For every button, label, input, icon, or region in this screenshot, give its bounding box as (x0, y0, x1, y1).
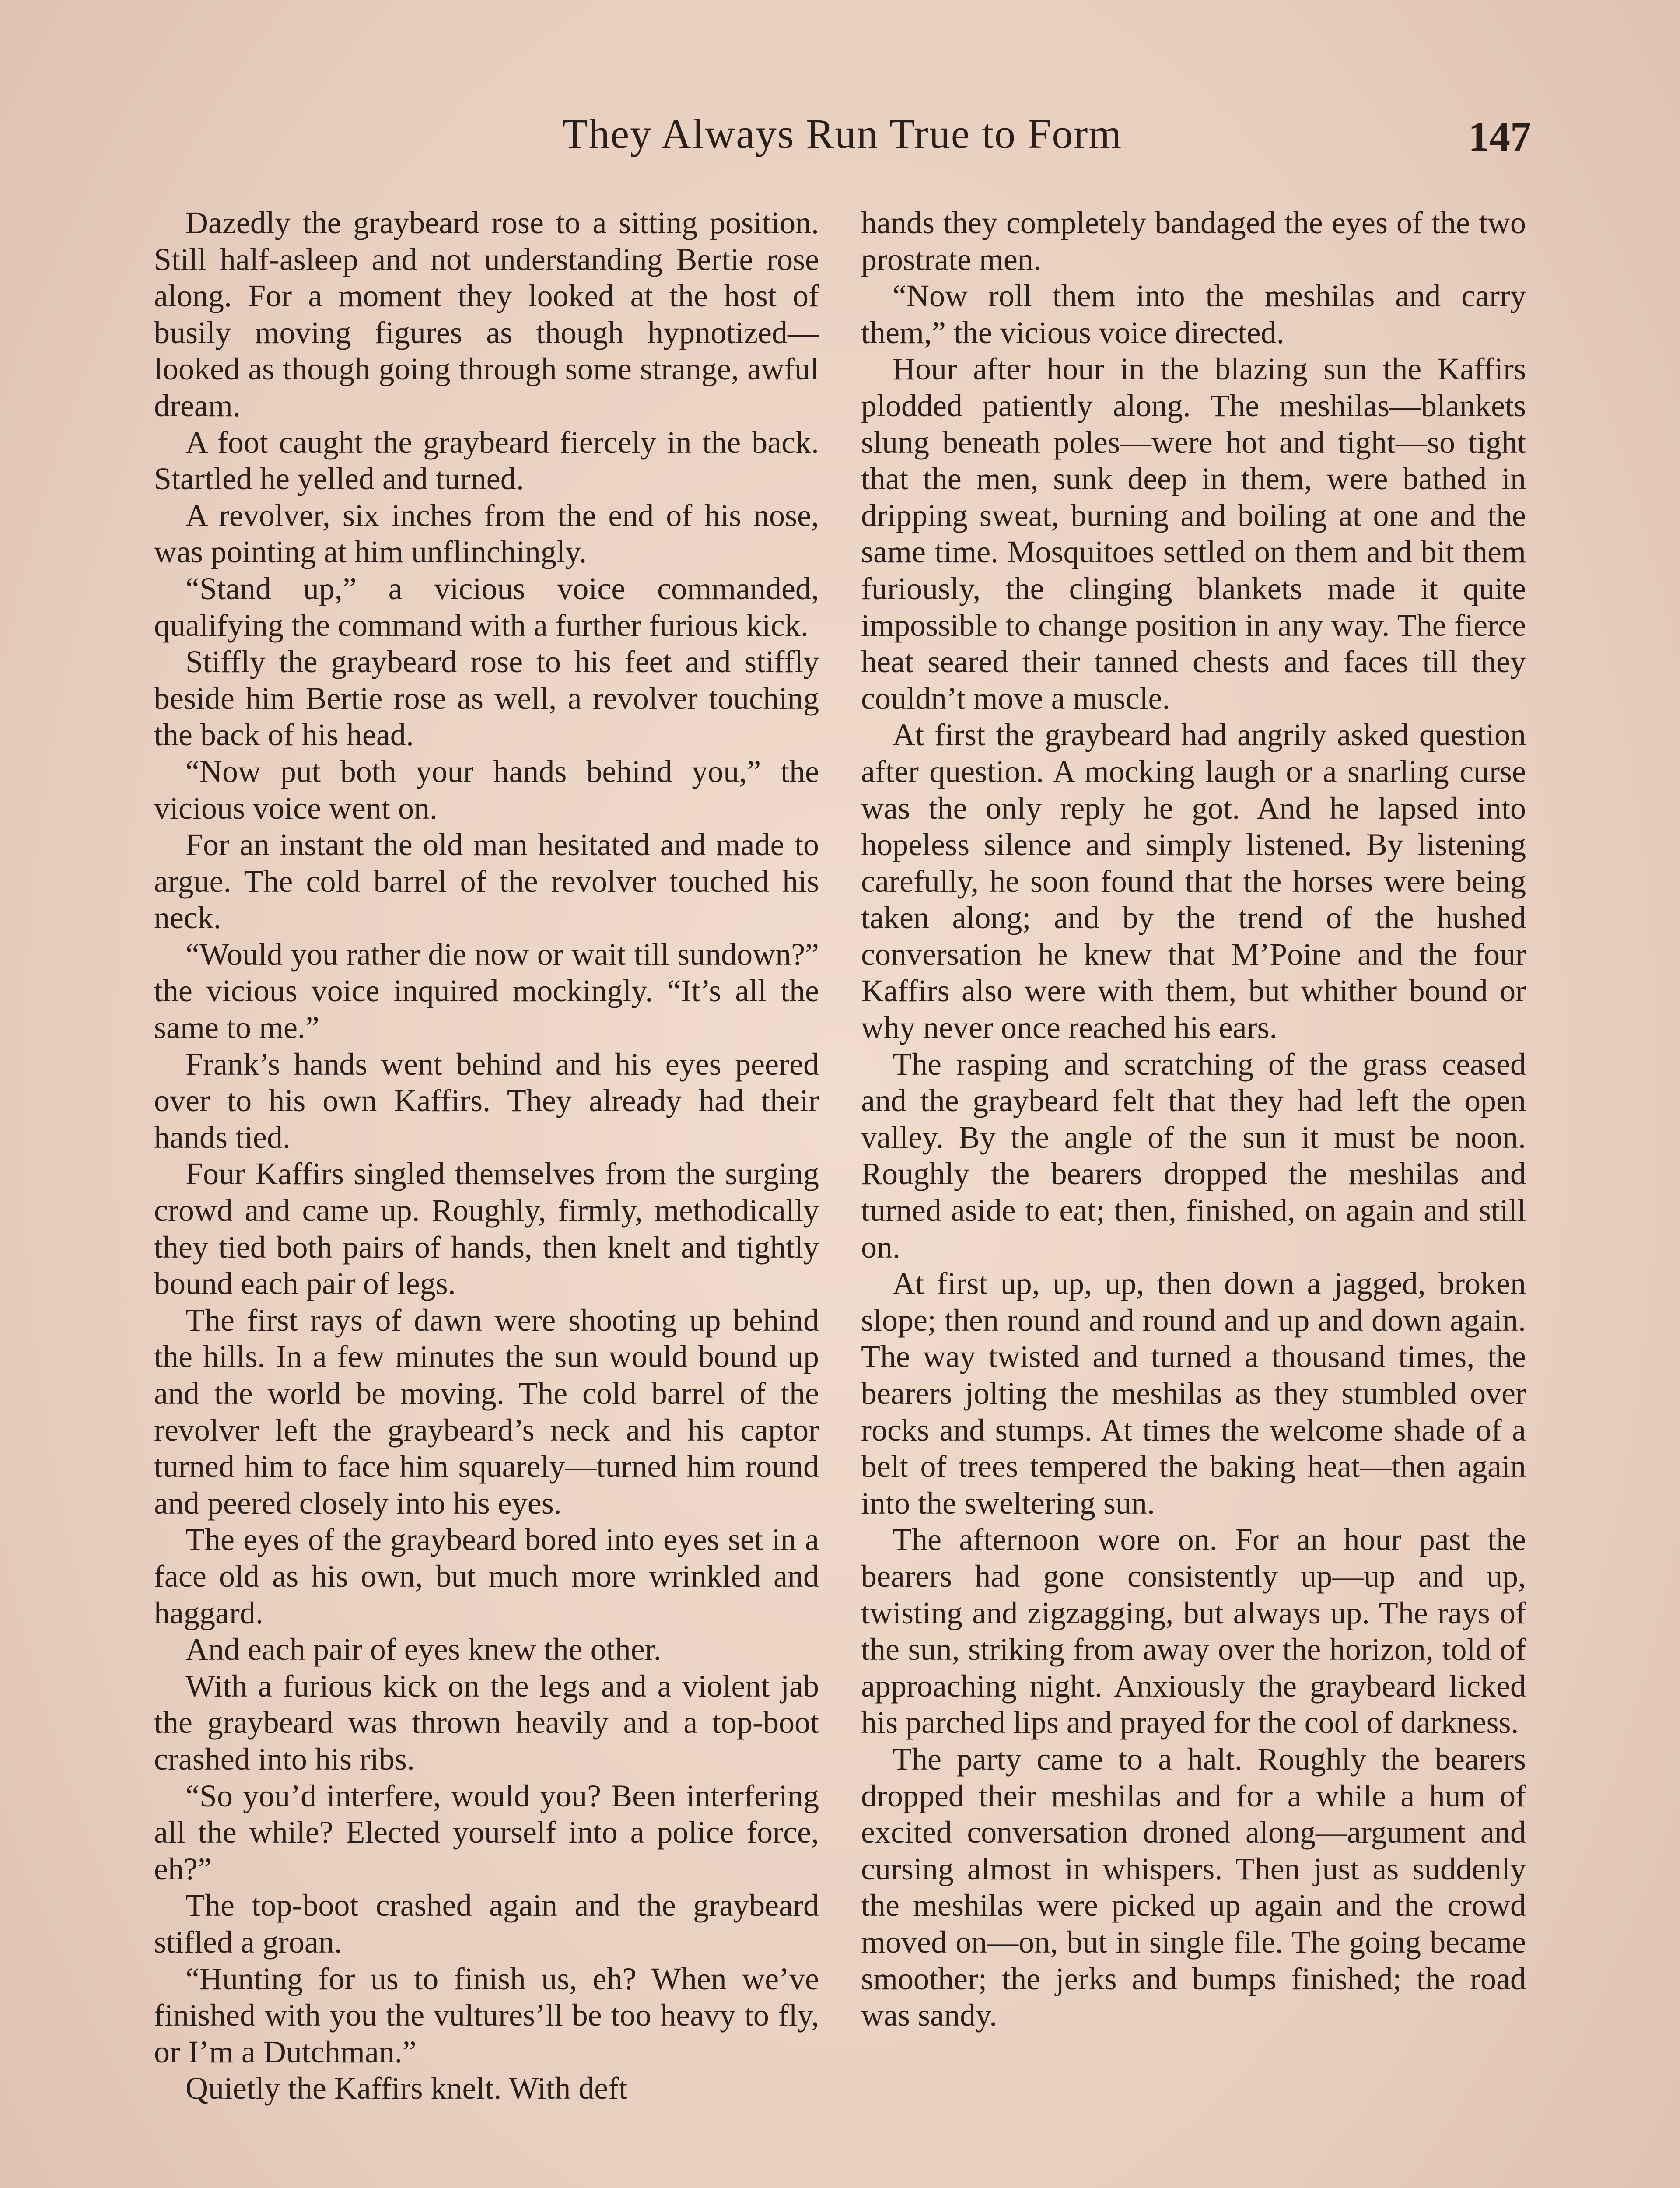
paragraph: The top-boot crashed again and the graybeard stifled a groan. (154, 1888, 819, 1960)
paragraph: At first the graybeard had angrily asked question after question. A mocking laugh or a snarling curse was the only reply he got. And he lapsed into hopeless silence and simply listened. By listening carefully, he soon found that the horses were being taken along; and by the trend of the hushed conversation he knew that M’Poine and the four Kaffirs also were with them, but whither bound or why never once reached his ears. (861, 717, 1526, 1045)
right-text-column (861, 205, 1526, 2034)
paragraph: And each pair of eyes knew the other. (186, 1632, 662, 1667)
page-number: 147 (1468, 113, 1531, 160)
paragraph: A foot caught the graybeard fiercely in the back. Startled he yelled and turned. (154, 424, 819, 497)
paragraph: At first up, up, up, then down a jagged, broken slope; then round and round and up and down again. The way twisted and turned a thousand times, the bearers jolting the meshilas as they stumbled over rocks and stumps. At times the welcome shade of a belt of trees tempered the baking heat—then again into the sweltering sun. (861, 1266, 1526, 1521)
paragraph: “Would you rather die now or wait till sundown?” the vicious voice inquired mockingly. “It’s all the same to me.” (154, 936, 819, 1045)
paragraph: Hour after hour in the blazing sun the Kaffirs plodded patiently along. The meshilas—blankets slung beneath poles—were hot and tight—so tight that the men, sunk deep in them, were bathed in dripping sweat, burning and boiling at one and the same time. Mosquitoes settled on them and bit them furiously, the clinging blankets made it quite impossible to change position in any way. The fierce heat seared their tanned chests and faces till they couldn’t move a muscle. (861, 351, 1526, 716)
paragraph: Stiffly the graybeard rose to his feet and stiffly beside him Bertie rose as well, a revolver touching the back of his head. (154, 644, 819, 753)
paragraph: A revolver, six inches from the end of his nose, was pointing at him unflinchingly. (154, 498, 819, 570)
paragraph: “Now roll them into the meshilas and carry them,” the vicious voice directed. (861, 278, 1526, 350)
paragraph: For an instant the old man hesitated and made to argue. The cold barrel of the revolver touched his neck. (154, 827, 819, 936)
paragraph: The party came to a halt. Roughly the bearers dropped their meshilas and for a while a hum of excited conversation droned along—argument and cursing almost in whispers. Then just as suddenly the meshilas were picked up again and the crowd moved on—on, but in single file. The going became smoother; the jerks and bumps finished; the road was sandy. (861, 1741, 1526, 2033)
paragraph: The rasping and scratching of the grass ceased and the graybeard felt that they had left the open valley. By the angle of the sun it must be noon. Roughly the bearers dropped the meshilas and turned aside to eat; then, finished, on again and still on. (861, 1046, 1526, 1265)
paragraph: The afternoon wore on. For an hour past the bearers had gone consistently up—up and up, twisting and zigzagging, but always up. The rays of the sun, striking from away over the horizon, told of approaching night. Anxiously the graybeard licked his parched lips and prayed for the cool of darkness. (861, 1522, 1526, 1740)
paragraph: The first rays of dawn were shooting up behind the hills. In a few minutes the sun would bound up and the world be moving. The cold barrel of the revolver left the graybeard’s neck and his captor turned him to face him squarely—turned him round and peered closely into his eyes. (154, 1302, 819, 1521)
paragraph: Quietly the Kaffirs knelt. With deft (186, 2071, 628, 2106)
paragraph: Four Kaffirs singled themselves from the surging crowd and came up. Roughly, firmly, methodically they tied both pairs of hands, then knelt and tightly bound each pair of legs. (154, 1156, 819, 1301)
paragraph: The eyes of the graybeard bored into eyes set in a face old as his own, but much more wrinkled and haggard. (154, 1522, 819, 1630)
paragraph: Frank’s hands went behind and his eyes peered over to his own Kaffirs. They already had their hands tied. (154, 1046, 819, 1155)
running-title: They Always Run True to Form (562, 110, 1123, 157)
paragraph: “Stand up,” a vicious voice commanded, qualifying the command with a further furious kick. (154, 571, 819, 643)
page-header (153, 109, 1531, 171)
paragraph: “So you’d interfere, would you? Been interfering all the while? Elected yourself into a police force, eh?” (154, 1778, 819, 1886)
left-text-column (154, 205, 819, 2107)
paragraph-continued: hands they completely bandaged the eyes of the two prostrate men. (861, 205, 1526, 277)
paragraph: “Hunting for us to finish us, eh? When we’ve finished with you the vultures’ll be too heavy to fly, or I’m a Dutchman.” (154, 1961, 819, 2069)
paragraph: “Now put both your hands behind you,” the vicious voice went on. (154, 754, 819, 826)
paragraph: Dazedly the graybeard rose to a sitting position. Still half-asleep and not understanding Bertie rose along. For a moment they looked at the host of busily moving figures as though hypnotized—looked as though going through some strange, awful dream. (154, 205, 819, 423)
paragraph: With a furious kick on the legs and a violent jab the graybeard was thrown heavily and a top-boot crashed into his ribs. (154, 1668, 819, 1777)
